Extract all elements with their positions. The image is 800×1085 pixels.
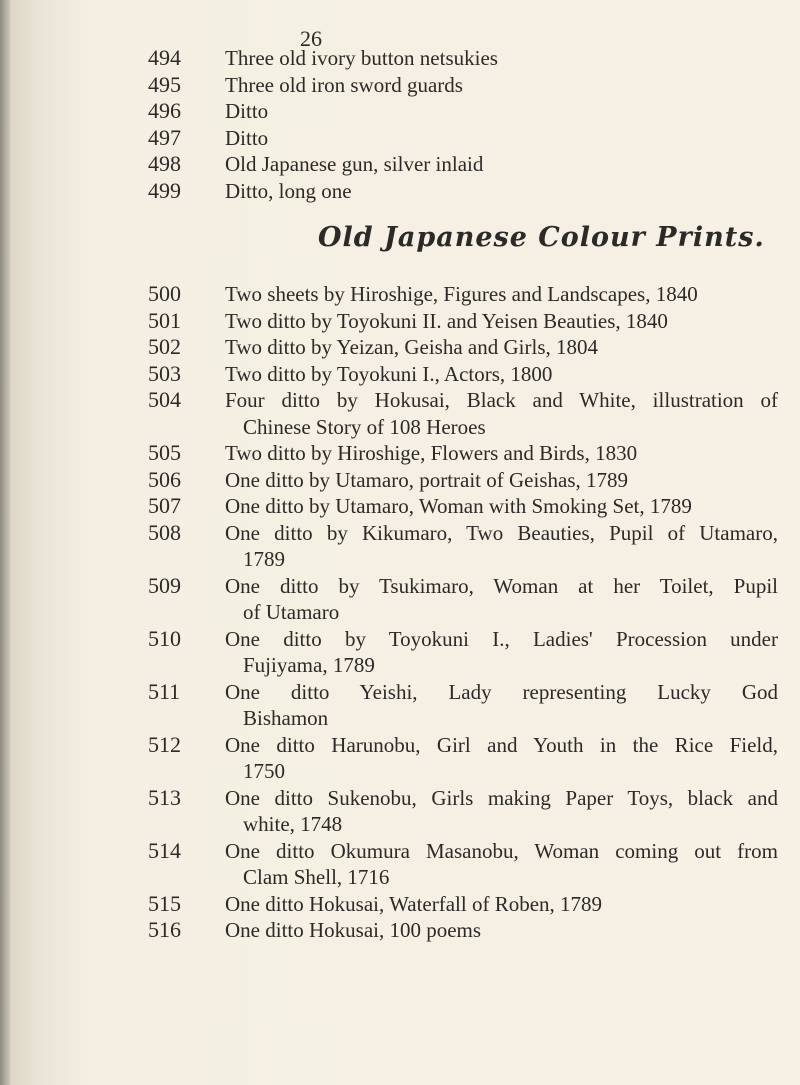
lot-description xyxy=(225,891,778,918)
lot-description xyxy=(225,125,778,152)
lot-entry xyxy=(148,334,778,361)
lot-entry xyxy=(148,308,778,335)
description-line: One ditto by Kikumaro, Two Beauties, Pupil of Utamaro, xyxy=(225,520,778,545)
description-line: Ditto, long one xyxy=(225,178,352,203)
description-line: One ditto Okumura Masanobu, Woman coming out from xyxy=(225,838,778,863)
lot-description xyxy=(225,573,778,626)
lot-entry xyxy=(148,493,778,520)
lot-number: 505 xyxy=(148,440,181,465)
lot-entry xyxy=(148,151,778,178)
lot-entry xyxy=(148,45,778,72)
description-line: Two sheets by Hiroshige, Figures and Landscapes, 1840 xyxy=(225,282,698,306)
lot-number: 501 xyxy=(148,307,181,333)
description-line: Two ditto by Yeizan, Geisha and Girls, 1804 xyxy=(225,335,598,359)
lot-description xyxy=(225,493,778,520)
lot-description xyxy=(225,732,778,785)
description-line: One ditto Harunobu, Girl and Youth in the Rice Field, xyxy=(225,732,778,757)
lot-number: 504 xyxy=(148,387,181,412)
lot-description xyxy=(225,838,778,891)
description-line: One ditto Sukenobu, Girls making Paper Toys, black and xyxy=(225,785,778,810)
lot-entry xyxy=(148,281,778,308)
lot-description xyxy=(225,785,778,838)
description-line: One ditto by Utamaro, Woman with Smoking Set, 1789 xyxy=(225,494,692,518)
description-line: Clam Shell, 1716 xyxy=(243,865,390,889)
lot-description xyxy=(225,281,778,308)
lot-list-curios xyxy=(148,45,778,204)
description-line: One ditto Hokusai, 100 poems xyxy=(225,918,482,942)
lot-number: 507 xyxy=(148,493,181,518)
description-line: Old Japanese gun, silver inlaid xyxy=(225,152,484,176)
lot-entry xyxy=(148,891,778,918)
lot-number: 516 xyxy=(148,917,181,942)
lot-description xyxy=(225,917,778,944)
lot-description xyxy=(225,308,778,335)
lot-number: 498 xyxy=(148,151,181,176)
section-heading: Old Japanese Colour Prints. xyxy=(318,222,765,253)
page-number: 26 xyxy=(300,26,322,51)
lot-entry xyxy=(148,838,778,891)
description-line: One ditto Yeishi, Lady representing Lucky God xyxy=(225,679,778,704)
description-line: Fujiyama, 1789 xyxy=(243,653,375,677)
lot-number: 495 xyxy=(148,71,181,97)
description-line: One ditto Hokusai, Waterfall of Roben, 1789 xyxy=(225,891,603,916)
lot-entry xyxy=(148,679,778,732)
lot-number: 512 xyxy=(148,731,181,757)
lot-number: 497 xyxy=(148,124,181,150)
lot-number: 508 xyxy=(148,519,181,545)
lot-description xyxy=(225,72,778,99)
lot-number: 514 xyxy=(148,837,181,863)
description-line: Two ditto by Toyokuni II. and Yeisen Beauties, 1840 xyxy=(225,308,668,333)
lot-number: 515 xyxy=(148,890,181,916)
lot-description xyxy=(225,387,778,440)
lot-number: 494 xyxy=(148,45,181,70)
lot-entry xyxy=(148,732,778,785)
description-line: Ditto xyxy=(225,125,269,150)
description-line: Three old ivory button netsukies xyxy=(225,46,498,70)
lot-description xyxy=(225,440,778,467)
lot-entry xyxy=(148,387,778,440)
lot-number: 496 xyxy=(148,98,181,123)
lot-description xyxy=(225,467,778,494)
description-line: white, 1748 xyxy=(243,812,343,836)
lot-entry xyxy=(148,520,778,573)
lot-number: 513 xyxy=(148,784,181,810)
lot-entry xyxy=(148,785,778,838)
description-line: One ditto by Utamaro, portrait of Geishas, 1789 xyxy=(225,467,628,492)
lot-number: 511 xyxy=(148,678,181,704)
lot-list-prints xyxy=(148,281,778,944)
lot-number: 509 xyxy=(148,572,181,598)
lot-entry xyxy=(148,440,778,467)
description-line: of Utamaro xyxy=(243,600,340,624)
lot-number: 503 xyxy=(148,360,181,386)
lot-number: 510 xyxy=(148,625,181,651)
description-line: 1750 xyxy=(243,759,285,783)
lot-entry xyxy=(148,361,778,388)
lot-entry xyxy=(148,98,778,125)
lot-number: 506 xyxy=(148,466,181,492)
description-line: One ditto by Toyokuni I., Ladies' Procession under xyxy=(225,626,778,651)
lot-entry xyxy=(148,917,778,944)
description-line: Three old iron sword guards xyxy=(225,72,463,97)
description-line: Ditto xyxy=(225,99,269,123)
lot-description xyxy=(225,45,778,72)
lot-entry xyxy=(148,178,778,205)
lot-number: 500 xyxy=(148,281,181,306)
lot-entry xyxy=(148,626,778,679)
lot-entry xyxy=(148,72,778,99)
lot-number: 502 xyxy=(148,334,181,359)
description-line: 1789 xyxy=(243,547,285,571)
lot-description xyxy=(225,520,778,573)
lot-entry xyxy=(148,573,778,626)
lot-entry xyxy=(148,125,778,152)
lot-description xyxy=(225,679,778,732)
page-edge xyxy=(0,0,10,1085)
description-line: Four ditto by Hokusai, Black and White, illustration of xyxy=(225,388,778,412)
lot-description xyxy=(225,334,778,361)
description-line: Two ditto by Hiroshige, Flowers and Birds, 1830 xyxy=(225,441,638,465)
description-line: Bishamon xyxy=(243,706,329,730)
lot-description xyxy=(225,151,778,178)
description-line: Two ditto by Toyokuni I., Actors, 1800 xyxy=(225,361,553,386)
description-line: Chinese Story of 108 Heroes xyxy=(243,414,486,439)
lot-number: 499 xyxy=(148,177,181,203)
description-line: One ditto by Tsukimaro, Woman at her Toilet, Pupil xyxy=(225,573,778,598)
lot-entry xyxy=(148,467,778,494)
lot-description xyxy=(225,178,778,205)
lot-description xyxy=(225,626,778,679)
lot-description xyxy=(225,361,778,388)
lot-description xyxy=(225,98,778,125)
